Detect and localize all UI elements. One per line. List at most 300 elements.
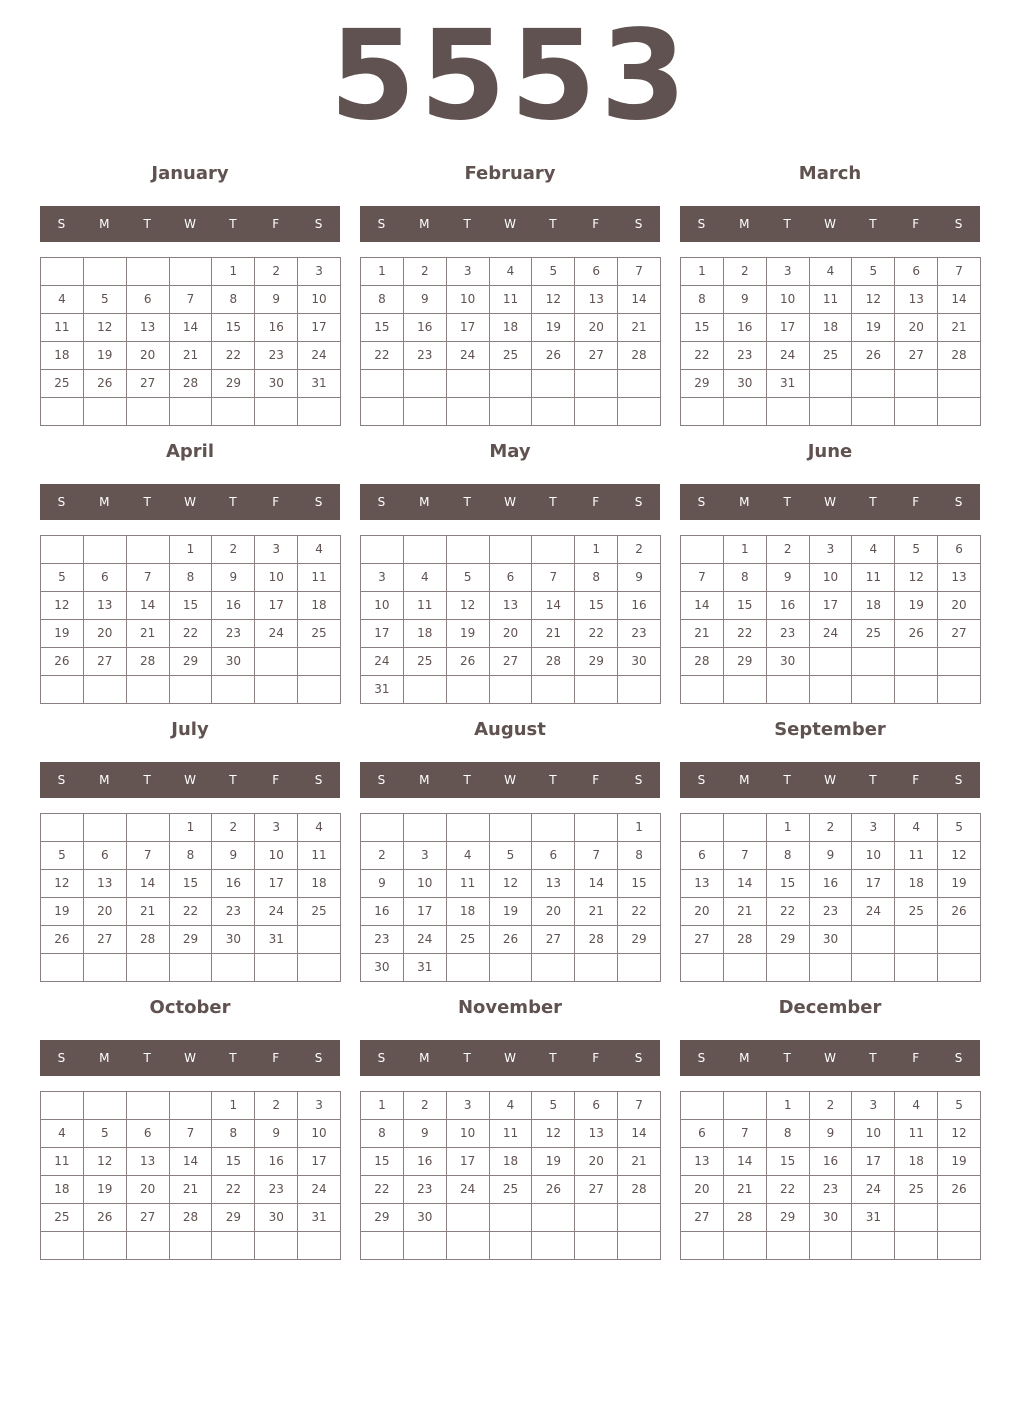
day-cell: 14 bbox=[575, 870, 618, 898]
day-cell: 24 bbox=[361, 648, 404, 676]
month-may bbox=[360, 434, 660, 704]
day-cell: 7 bbox=[127, 564, 170, 592]
day-cell: 27 bbox=[681, 926, 724, 954]
empty-cell bbox=[84, 954, 127, 982]
empty-cell bbox=[170, 1232, 213, 1260]
day-cell: 21 bbox=[681, 620, 724, 648]
day-cell: 2 bbox=[404, 1092, 447, 1120]
weekday-header bbox=[680, 762, 980, 798]
day-cell: 5 bbox=[532, 258, 575, 286]
day-cell: 24 bbox=[255, 620, 298, 648]
empty-cell bbox=[575, 370, 618, 398]
day-cell: 16 bbox=[618, 592, 661, 620]
day-cell: 2 bbox=[724, 258, 767, 286]
empty-cell bbox=[84, 676, 127, 704]
day-cell: 13 bbox=[575, 1120, 618, 1148]
empty-cell bbox=[681, 398, 724, 426]
day-cell: 24 bbox=[810, 620, 853, 648]
day-cell: 3 bbox=[255, 536, 298, 564]
day-cell: 2 bbox=[212, 814, 255, 842]
month-name: December bbox=[778, 997, 882, 1018]
empty-cell bbox=[852, 1232, 895, 1260]
day-cell: 24 bbox=[298, 342, 341, 370]
day-cell: 10 bbox=[404, 870, 447, 898]
day-cell: 26 bbox=[84, 1204, 127, 1232]
day-cell: 25 bbox=[895, 898, 938, 926]
day-cell: 6 bbox=[681, 842, 724, 870]
day-cell: 4 bbox=[490, 258, 533, 286]
day-cell: 17 bbox=[447, 1148, 490, 1176]
day-cell: 14 bbox=[127, 870, 170, 898]
day-cell: 14 bbox=[618, 286, 661, 314]
day-cell: 19 bbox=[852, 314, 895, 342]
empty-cell bbox=[212, 398, 255, 426]
month-name: November bbox=[457, 997, 563, 1018]
day-cell: 17 bbox=[255, 592, 298, 620]
day-cell: 13 bbox=[490, 592, 533, 620]
day-cell: 27 bbox=[84, 926, 127, 954]
weekday-label: T bbox=[229, 495, 237, 509]
empty-cell bbox=[255, 1232, 298, 1260]
empty-cell bbox=[84, 258, 127, 286]
day-cell: 5 bbox=[852, 258, 895, 286]
day-cell: 20 bbox=[681, 1176, 724, 1204]
day-cell: 16 bbox=[255, 1148, 298, 1176]
day-cell: 16 bbox=[724, 314, 767, 342]
day-cell: 6 bbox=[938, 536, 981, 564]
day-cell: 5 bbox=[41, 842, 84, 870]
empty-cell bbox=[681, 1092, 724, 1120]
day-cell: 17 bbox=[404, 898, 447, 926]
month-name: September bbox=[774, 719, 886, 740]
weekday-label: T bbox=[229, 1051, 237, 1065]
empty-cell bbox=[447, 398, 490, 426]
day-cell: 17 bbox=[767, 314, 810, 342]
day-cell: 3 bbox=[361, 564, 404, 592]
day-grid bbox=[40, 257, 341, 426]
day-cell: 31 bbox=[767, 370, 810, 398]
day-cell: 3 bbox=[767, 258, 810, 286]
day-cell: 18 bbox=[41, 342, 84, 370]
empty-cell bbox=[938, 1232, 981, 1260]
day-cell: 13 bbox=[84, 870, 127, 898]
day-cell: 11 bbox=[490, 1120, 533, 1148]
day-cell: 2 bbox=[255, 1092, 298, 1120]
day-cell: 18 bbox=[852, 592, 895, 620]
weekday-label: W bbox=[504, 1051, 516, 1065]
day-cell: 15 bbox=[767, 1148, 810, 1176]
day-cell: 20 bbox=[895, 314, 938, 342]
day-cell: 28 bbox=[127, 926, 170, 954]
weekday-label: S bbox=[314, 217, 323, 231]
weekday-header bbox=[40, 762, 340, 798]
day-cell: 11 bbox=[852, 564, 895, 592]
day-cell: 1 bbox=[681, 258, 724, 286]
day-cell: 31 bbox=[298, 370, 341, 398]
weekday-label: T bbox=[869, 1051, 877, 1065]
empty-cell bbox=[255, 954, 298, 982]
weekday-label: T bbox=[143, 495, 151, 509]
day-cell: 25 bbox=[404, 648, 447, 676]
day-cell: 27 bbox=[575, 342, 618, 370]
day-cell: 24 bbox=[404, 926, 447, 954]
empty-cell bbox=[127, 954, 170, 982]
empty-cell bbox=[490, 398, 533, 426]
weekday-label: S bbox=[697, 495, 706, 509]
day-cell: 1 bbox=[170, 814, 213, 842]
empty-cell bbox=[575, 676, 618, 704]
day-cell: 18 bbox=[447, 898, 490, 926]
day-cell: 4 bbox=[490, 1092, 533, 1120]
day-cell: 15 bbox=[767, 870, 810, 898]
day-cell: 4 bbox=[41, 1120, 84, 1148]
day-cell: 25 bbox=[298, 620, 341, 648]
weekday-label: M bbox=[99, 1051, 110, 1065]
empty-cell bbox=[84, 398, 127, 426]
day-cell: 20 bbox=[938, 592, 981, 620]
day-grid bbox=[40, 535, 341, 704]
weekday-label: W bbox=[824, 217, 836, 231]
empty-cell bbox=[404, 814, 447, 842]
day-cell: 30 bbox=[255, 1204, 298, 1232]
day-cell: 19 bbox=[938, 1148, 981, 1176]
empty-cell bbox=[575, 1232, 618, 1260]
day-cell: 16 bbox=[212, 592, 255, 620]
empty-cell bbox=[575, 1204, 618, 1232]
day-cell: 2 bbox=[618, 536, 661, 564]
day-cell: 26 bbox=[84, 370, 127, 398]
empty-cell bbox=[170, 954, 213, 982]
empty-cell bbox=[852, 926, 895, 954]
weekday-label: T bbox=[549, 773, 557, 787]
day-cell: 3 bbox=[810, 536, 853, 564]
day-cell: 2 bbox=[810, 814, 853, 842]
day-cell: 26 bbox=[41, 926, 84, 954]
day-cell: 27 bbox=[532, 926, 575, 954]
day-cell: 13 bbox=[127, 1148, 170, 1176]
empty-cell bbox=[618, 676, 661, 704]
day-cell: 24 bbox=[852, 1176, 895, 1204]
day-cell: 25 bbox=[490, 342, 533, 370]
weekday-header bbox=[40, 206, 340, 242]
day-cell: 18 bbox=[810, 314, 853, 342]
day-cell: 8 bbox=[361, 1120, 404, 1148]
day-cell: 22 bbox=[575, 620, 618, 648]
weekday-header bbox=[360, 484, 660, 520]
day-cell: 27 bbox=[681, 1204, 724, 1232]
day-cell: 15 bbox=[170, 592, 213, 620]
empty-cell bbox=[618, 370, 661, 398]
day-cell: 14 bbox=[938, 286, 981, 314]
day-cell: 17 bbox=[298, 314, 341, 342]
month-july bbox=[40, 712, 340, 982]
empty-cell bbox=[767, 1232, 810, 1260]
day-cell: 6 bbox=[84, 842, 127, 870]
empty-cell bbox=[298, 676, 341, 704]
empty-cell bbox=[41, 814, 84, 842]
day-cell: 20 bbox=[490, 620, 533, 648]
weekday-label: S bbox=[697, 1051, 706, 1065]
day-cell: 20 bbox=[84, 898, 127, 926]
day-cell: 2 bbox=[767, 536, 810, 564]
day-grid bbox=[40, 813, 341, 982]
weekday-label: F bbox=[592, 1051, 600, 1065]
day-cell: 1 bbox=[212, 1092, 255, 1120]
empty-cell bbox=[298, 954, 341, 982]
day-cell: 12 bbox=[41, 592, 84, 620]
day-cell: 26 bbox=[532, 1176, 575, 1204]
empty-cell bbox=[681, 954, 724, 982]
day-cell: 16 bbox=[810, 870, 853, 898]
day-cell: 20 bbox=[127, 342, 170, 370]
day-cell: 21 bbox=[724, 898, 767, 926]
day-cell: 11 bbox=[298, 564, 341, 592]
day-cell: 17 bbox=[810, 592, 853, 620]
day-cell: 22 bbox=[618, 898, 661, 926]
day-grid bbox=[360, 257, 661, 426]
day-cell: 11 bbox=[404, 592, 447, 620]
weekday-label: T bbox=[783, 495, 791, 509]
empty-cell bbox=[810, 676, 853, 704]
empty-cell bbox=[895, 954, 938, 982]
day-cell: 13 bbox=[127, 314, 170, 342]
empty-cell bbox=[361, 370, 404, 398]
day-cell: 2 bbox=[810, 1092, 853, 1120]
month-august bbox=[360, 712, 660, 982]
weekday-label: S bbox=[57, 217, 66, 231]
day-cell: 18 bbox=[404, 620, 447, 648]
weekday-label: F bbox=[912, 495, 920, 509]
empty-cell bbox=[41, 954, 84, 982]
day-cell: 22 bbox=[361, 1176, 404, 1204]
day-cell: 23 bbox=[255, 1176, 298, 1204]
day-cell: 8 bbox=[361, 286, 404, 314]
day-cell: 8 bbox=[212, 286, 255, 314]
empty-cell bbox=[490, 954, 533, 982]
day-cell: 13 bbox=[681, 870, 724, 898]
empty-cell bbox=[127, 1092, 170, 1120]
day-cell: 23 bbox=[361, 926, 404, 954]
day-cell: 14 bbox=[532, 592, 575, 620]
day-cell: 10 bbox=[447, 1120, 490, 1148]
empty-cell bbox=[895, 398, 938, 426]
empty-cell bbox=[895, 1204, 938, 1232]
weekday-label: W bbox=[504, 773, 516, 787]
day-grid bbox=[360, 1091, 661, 1260]
empty-cell bbox=[938, 1204, 981, 1232]
day-cell: 8 bbox=[170, 564, 213, 592]
weekday-label: T bbox=[229, 217, 237, 231]
day-cell: 9 bbox=[212, 842, 255, 870]
day-cell: 7 bbox=[681, 564, 724, 592]
empty-cell bbox=[361, 814, 404, 842]
day-cell: 27 bbox=[490, 648, 533, 676]
year-title: 5553 bbox=[329, 4, 691, 148]
empty-cell bbox=[895, 926, 938, 954]
day-cell: 30 bbox=[810, 1204, 853, 1232]
weekday-label: W bbox=[824, 495, 836, 509]
month-december bbox=[680, 990, 980, 1260]
weekday-header bbox=[680, 1040, 980, 1076]
day-cell: 27 bbox=[895, 342, 938, 370]
day-cell: 22 bbox=[724, 620, 767, 648]
day-cell: 14 bbox=[618, 1120, 661, 1148]
day-cell: 30 bbox=[404, 1204, 447, 1232]
day-cell: 11 bbox=[447, 870, 490, 898]
day-cell: 7 bbox=[938, 258, 981, 286]
weekday-label: F bbox=[272, 773, 280, 787]
weekday-label: S bbox=[377, 773, 386, 787]
day-cell: 7 bbox=[724, 1120, 767, 1148]
day-cell: 3 bbox=[852, 814, 895, 842]
empty-cell bbox=[532, 814, 575, 842]
day-cell: 6 bbox=[490, 564, 533, 592]
day-cell: 5 bbox=[41, 564, 84, 592]
empty-cell bbox=[681, 536, 724, 564]
day-cell: 6 bbox=[532, 842, 575, 870]
day-cell: 22 bbox=[767, 1176, 810, 1204]
weekday-label: M bbox=[739, 217, 750, 231]
day-cell: 4 bbox=[41, 286, 84, 314]
day-cell: 10 bbox=[361, 592, 404, 620]
day-cell: 28 bbox=[170, 1204, 213, 1232]
day-cell: 21 bbox=[170, 342, 213, 370]
day-cell: 31 bbox=[361, 676, 404, 704]
weekday-label: M bbox=[419, 1051, 430, 1065]
day-cell: 24 bbox=[447, 342, 490, 370]
empty-cell bbox=[212, 954, 255, 982]
day-cell: 25 bbox=[298, 898, 341, 926]
day-cell: 19 bbox=[84, 342, 127, 370]
day-cell: 14 bbox=[170, 1148, 213, 1176]
weekday-label: F bbox=[592, 773, 600, 787]
day-cell: 20 bbox=[575, 1148, 618, 1176]
day-cell: 4 bbox=[852, 536, 895, 564]
empty-cell bbox=[127, 1232, 170, 1260]
empty-cell bbox=[852, 676, 895, 704]
empty-cell bbox=[41, 676, 84, 704]
day-cell: 23 bbox=[404, 1176, 447, 1204]
month-name: July bbox=[171, 719, 209, 740]
day-cell: 31 bbox=[298, 1204, 341, 1232]
day-cell: 10 bbox=[447, 286, 490, 314]
day-cell: 14 bbox=[724, 1148, 767, 1176]
day-cell: 29 bbox=[767, 1204, 810, 1232]
empty-cell bbox=[767, 676, 810, 704]
empty-cell bbox=[447, 1204, 490, 1232]
day-cell: 3 bbox=[255, 814, 298, 842]
day-cell: 28 bbox=[724, 1204, 767, 1232]
month-name: April bbox=[165, 441, 215, 462]
day-cell: 20 bbox=[575, 314, 618, 342]
weekday-label: S bbox=[377, 217, 386, 231]
day-cell: 8 bbox=[681, 286, 724, 314]
day-cell: 21 bbox=[532, 620, 575, 648]
day-cell: 4 bbox=[298, 536, 341, 564]
weekday-label: F bbox=[272, 217, 280, 231]
day-cell: 28 bbox=[618, 342, 661, 370]
weekday-header bbox=[360, 1040, 660, 1076]
day-cell: 1 bbox=[618, 814, 661, 842]
day-grid bbox=[360, 535, 661, 704]
empty-cell bbox=[938, 954, 981, 982]
weekday-label: M bbox=[739, 495, 750, 509]
day-cell: 21 bbox=[724, 1176, 767, 1204]
day-cell: 9 bbox=[255, 286, 298, 314]
day-cell: 30 bbox=[724, 370, 767, 398]
empty-cell bbox=[298, 648, 341, 676]
empty-cell bbox=[724, 814, 767, 842]
day-cell: 20 bbox=[127, 1176, 170, 1204]
weekday-label: S bbox=[634, 1051, 643, 1065]
day-cell: 23 bbox=[810, 1176, 853, 1204]
weekday-label: M bbox=[739, 773, 750, 787]
day-cell: 15 bbox=[212, 1148, 255, 1176]
day-cell: 17 bbox=[361, 620, 404, 648]
weekday-header bbox=[40, 1040, 340, 1076]
empty-cell bbox=[41, 258, 84, 286]
empty-cell bbox=[895, 370, 938, 398]
day-cell: 23 bbox=[255, 342, 298, 370]
day-cell: 3 bbox=[852, 1092, 895, 1120]
empty-cell bbox=[490, 814, 533, 842]
day-grid bbox=[680, 535, 981, 704]
weekday-label: T bbox=[549, 217, 557, 231]
empty-cell bbox=[170, 398, 213, 426]
day-cell: 1 bbox=[212, 258, 255, 286]
weekday-label: S bbox=[634, 217, 643, 231]
weekday-label: M bbox=[99, 773, 110, 787]
day-cell: 12 bbox=[938, 1120, 981, 1148]
day-cell: 25 bbox=[810, 342, 853, 370]
day-cell: 31 bbox=[255, 926, 298, 954]
day-cell: 5 bbox=[84, 286, 127, 314]
weekday-label: T bbox=[229, 773, 237, 787]
day-cell: 1 bbox=[361, 258, 404, 286]
day-cell: 30 bbox=[767, 648, 810, 676]
empty-cell bbox=[447, 1232, 490, 1260]
day-cell: 10 bbox=[767, 286, 810, 314]
day-cell: 18 bbox=[298, 592, 341, 620]
weekday-label: T bbox=[549, 495, 557, 509]
day-cell: 30 bbox=[361, 954, 404, 982]
day-cell: 21 bbox=[127, 620, 170, 648]
day-cell: 5 bbox=[447, 564, 490, 592]
weekday-label: T bbox=[783, 773, 791, 787]
empty-cell bbox=[298, 1232, 341, 1260]
day-cell: 28 bbox=[618, 1176, 661, 1204]
month-name: August bbox=[474, 719, 546, 740]
empty-cell bbox=[127, 814, 170, 842]
day-cell: 28 bbox=[532, 648, 575, 676]
day-cell: 8 bbox=[618, 842, 661, 870]
empty-cell bbox=[895, 676, 938, 704]
day-cell: 14 bbox=[170, 314, 213, 342]
day-cell: 13 bbox=[938, 564, 981, 592]
empty-cell bbox=[490, 1204, 533, 1232]
empty-cell bbox=[575, 398, 618, 426]
day-cell: 12 bbox=[852, 286, 895, 314]
weekday-label: T bbox=[869, 773, 877, 787]
day-cell: 24 bbox=[447, 1176, 490, 1204]
day-cell: 28 bbox=[681, 648, 724, 676]
empty-cell bbox=[532, 676, 575, 704]
empty-cell bbox=[681, 1232, 724, 1260]
day-cell: 12 bbox=[41, 870, 84, 898]
empty-cell bbox=[170, 258, 213, 286]
day-cell: 19 bbox=[41, 898, 84, 926]
day-cell: 23 bbox=[724, 342, 767, 370]
